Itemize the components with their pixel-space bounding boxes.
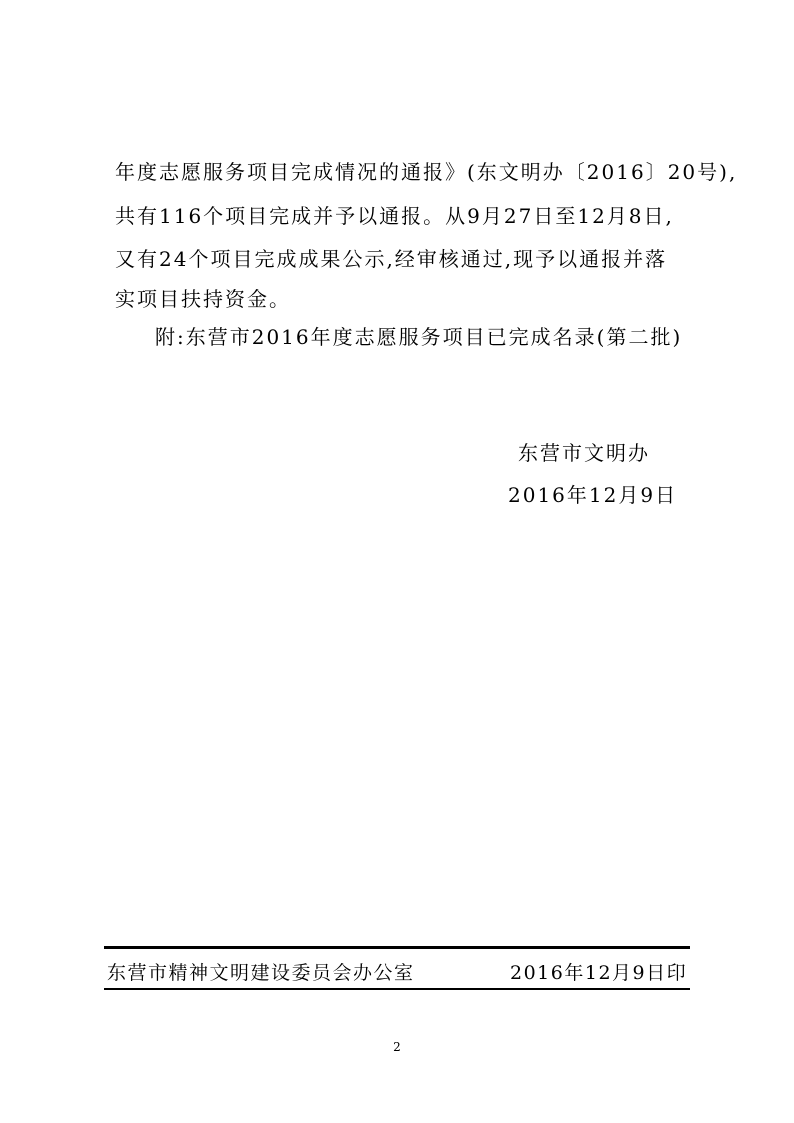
page-number: 2 <box>393 1040 401 1054</box>
footer-org: 东营市精神文明建设委员会办公室 <box>107 962 415 984</box>
body-line: 年度志愿服务项目完成情况的通报》(东文明办〔2016〕20号), <box>115 160 738 184</box>
body-line: 共有116个项目完成并予以通报。从9月27日至12月8日, <box>115 204 674 228</box>
body-line: 实项目扶持资金。 <box>115 287 291 311</box>
footer-rule-top <box>104 946 690 949</box>
attachment-line: 附:东营市2016年度志愿服务项目已完成名录(第二批) <box>155 325 683 349</box>
signature-date: 2016年12月9日 <box>508 483 678 507</box>
signature-org: 东营市文明办 <box>518 441 650 465</box>
footer-print-date: 2016年12月9日印 <box>510 962 688 984</box>
footer-rule-bottom <box>104 988 690 990</box>
body-line: 又有24个项目完成成果公示,经审核通过,现予以通报并落 <box>115 247 668 271</box>
